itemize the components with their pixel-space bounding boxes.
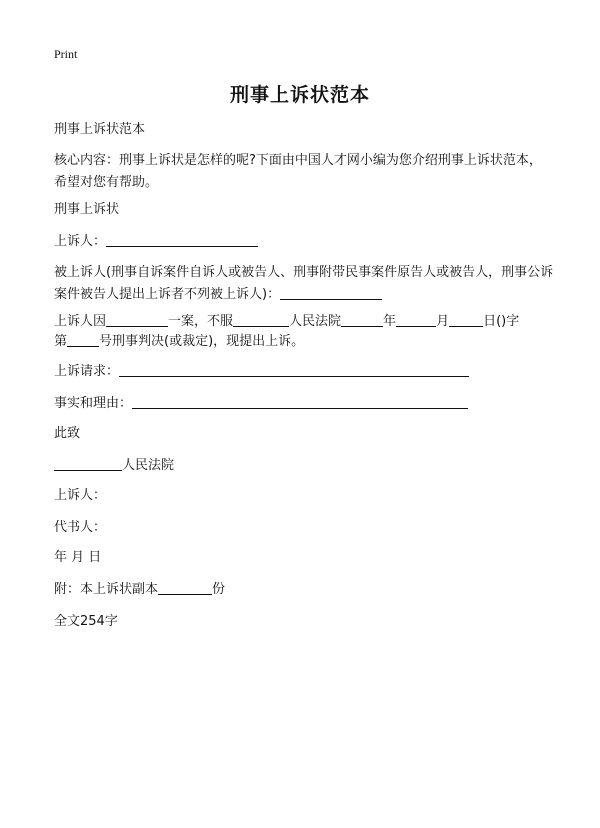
month-blank xyxy=(396,312,436,327)
appellee-paragraph xyxy=(54,262,554,306)
case-text-6: 日()字 xyxy=(483,314,520,329)
section-heading: 刑事上诉状 xyxy=(54,202,120,217)
signature-writer: 代书人： xyxy=(54,520,107,535)
case-text-7: 第 xyxy=(54,334,68,349)
attachment-suffix: 份 xyxy=(212,582,226,597)
case-line-2 xyxy=(54,332,304,352)
year-blank xyxy=(341,312,383,327)
appellee-text: 被上诉人(刑事自诉案件自诉人或被告人、刑事附带民事案件原告人或被告人，刑事公诉案件被告人提出上诉者不列被上诉人)： xyxy=(54,265,554,302)
request-label: 上诉请求： xyxy=(54,364,120,379)
day-blank xyxy=(449,312,483,327)
appellant-blank xyxy=(106,232,258,247)
case-text-4: 年 xyxy=(383,314,397,329)
facts-label: 事实和理由： xyxy=(54,396,133,411)
case-text-5: 月 xyxy=(436,314,450,329)
case-line-1 xyxy=(54,312,519,332)
closing-text: 此致 xyxy=(54,426,81,441)
document-subtitle: 刑事上诉状范本 xyxy=(54,122,146,137)
court-suffix: 人民法院 xyxy=(122,458,175,473)
intro-paragraph: 核心内容：刑事上诉状是怎样的呢?下面由中国人才网小编为您介绍刑事上诉状范本，希望对您有帮助。 xyxy=(54,153,542,190)
case-text-8: 号刑事判决(或裁定)，现提出上诉。 xyxy=(99,334,305,349)
number-blank xyxy=(67,332,99,347)
signature-appellant: 上诉人： xyxy=(54,488,107,503)
document-title: 刑事上诉状范本 xyxy=(229,84,370,106)
case-blank xyxy=(106,312,168,327)
case-text-2: 一案，不服 xyxy=(168,314,234,329)
court-name-blank xyxy=(54,456,122,471)
case-text-3: 人民法院 xyxy=(289,314,342,329)
request-blank xyxy=(119,362,469,377)
copies-blank xyxy=(158,580,212,595)
appellant-line xyxy=(54,232,258,252)
facts-blank xyxy=(132,394,468,409)
attachment-prefix: 附：本上诉状副本 xyxy=(54,582,159,597)
case-text-1: 上诉人因 xyxy=(54,314,107,329)
court-line xyxy=(54,456,174,476)
print-label: Print xyxy=(54,47,78,61)
appellee-blank xyxy=(280,285,382,300)
facts-line xyxy=(54,394,468,414)
appellant-label: 上诉人： xyxy=(54,234,107,249)
word-count: 全文254字 xyxy=(54,614,118,629)
attachment-line xyxy=(54,580,225,600)
date-line: 年 月 日 xyxy=(54,550,102,565)
request-line xyxy=(54,362,469,382)
court-blank xyxy=(233,312,289,327)
